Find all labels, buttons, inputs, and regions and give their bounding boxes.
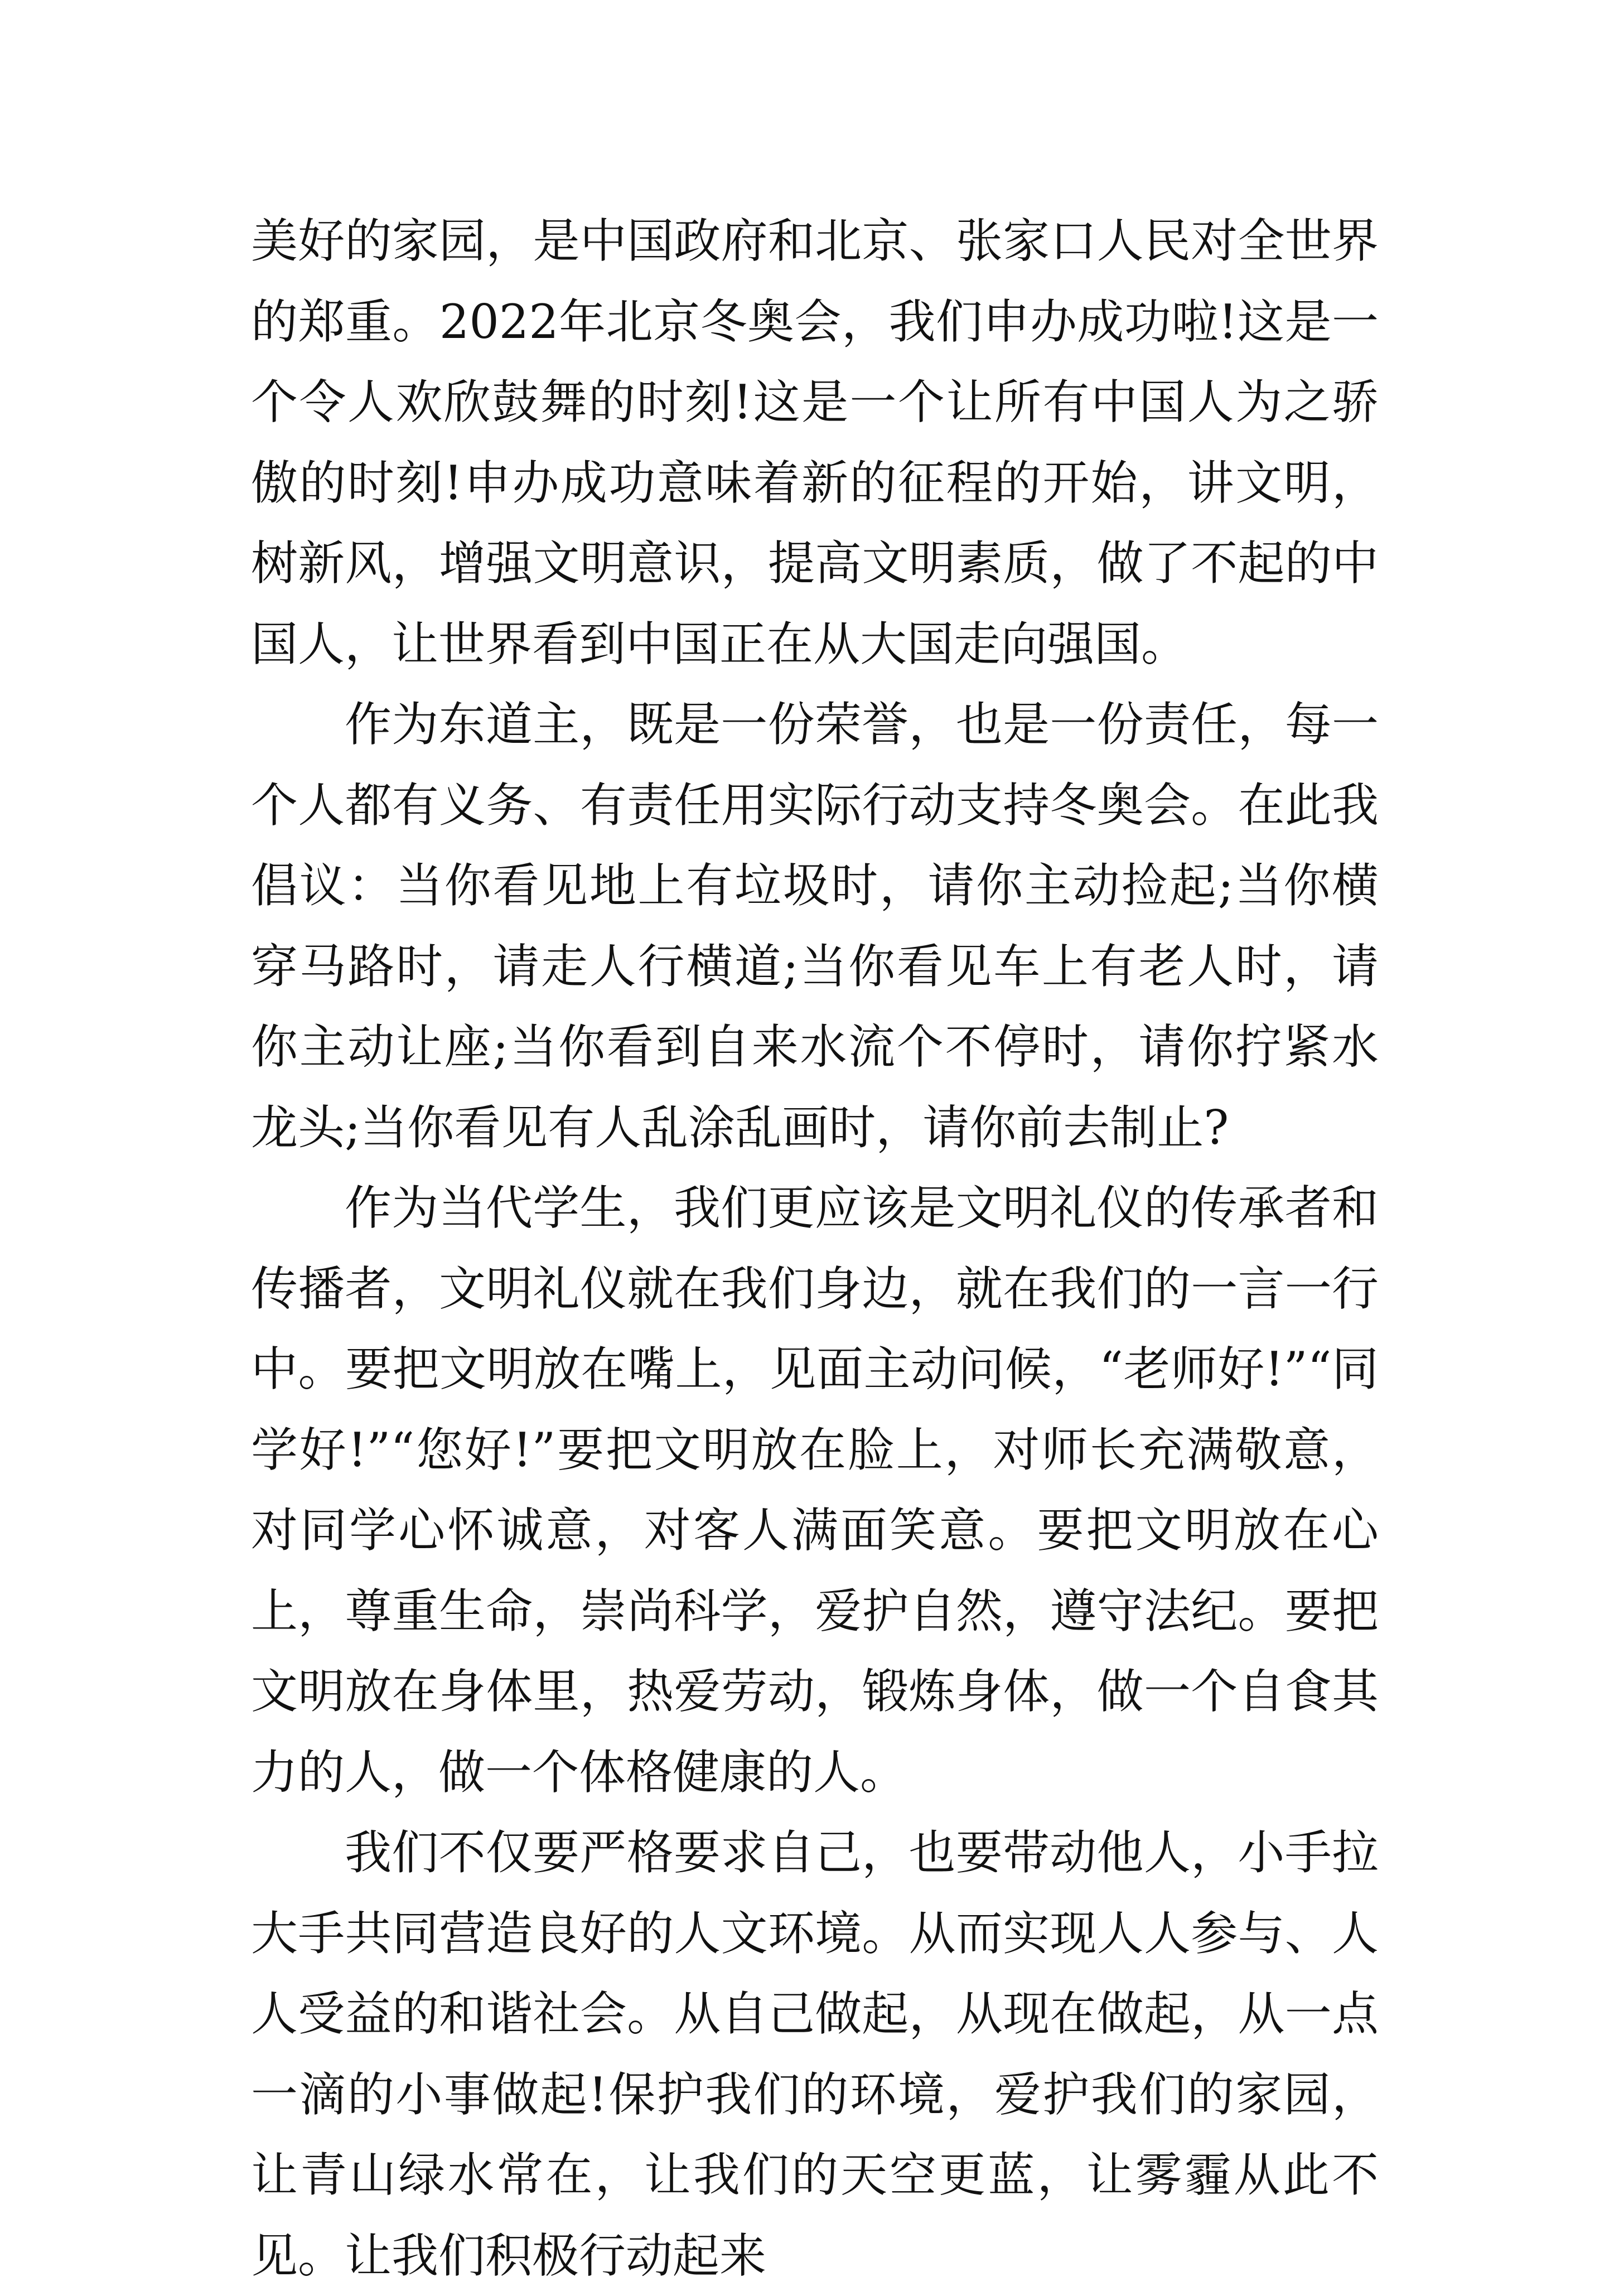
paragraph-1: 美好的家园，是中国政府和北京、张家口人民对全世界的郑重。2022年北京冬奥会，我们申办成功啦!这是一个令人欢欣鼓舞的时刻!这是一个让所有中国人为之骄傲的时刻!申办成功意味着新的征程的开始，讲文明，树新风，增强文明意识，提高文明素质，做了不起的中国人，让世界看到中国正在从大国走向强国。 <box>251 214 1379 671</box>
paragraph-4: 我们不仅要严格要求自己，也要带动他人，小手拉大手共同营造良好的人文环境。从而实现人人参与、人人受益的和谐社会。从自己做起，从现在做起，从一点一滴的小事做起!保护我们的环境，爱护我们的家园，让青山绿水常在，让我们的天空更蓝，让雾霾从此不见。让我们积极行动起来 <box>251 1825 1379 2283</box>
paragraph-3: 作为当代学生，我们更应该是文明礼仪的传承者和传播者，文明礼仪就在我们身边，就在我们的一言一行中。要把文明放在嘴上，见面主动问候，“老师好!”“同学好!”“您好!”要把文明放在脸上，对师长充满敬意，对同学心怀诚意，对客人满面笑意。要把文明放在心上，尊重生命，崇尚科学，爱护自然，遵守法纪。要把文明放在身体里，热爱劳动，锻炼身体，做一个自食其力的人，做一个体格健康的人。 <box>251 1181 1379 1800</box>
document-body <box>251 201 1379 2296</box>
paragraph-2: 作为东道主，既是一份荣誉，也是一份责任，每一个人都有义务、有责任用实际行动支持冬奥会。在此我倡议：当你看见地上有垃圾时，请你主动捡起;当你横穿马路时，请走人行横道;当你看见车上有老人时，请你主动让座;当你看到自来水流个不停时，请你拧紧水龙头;当你看见有人乱涂乱画时，请你前去制止? <box>251 697 1379 1155</box>
